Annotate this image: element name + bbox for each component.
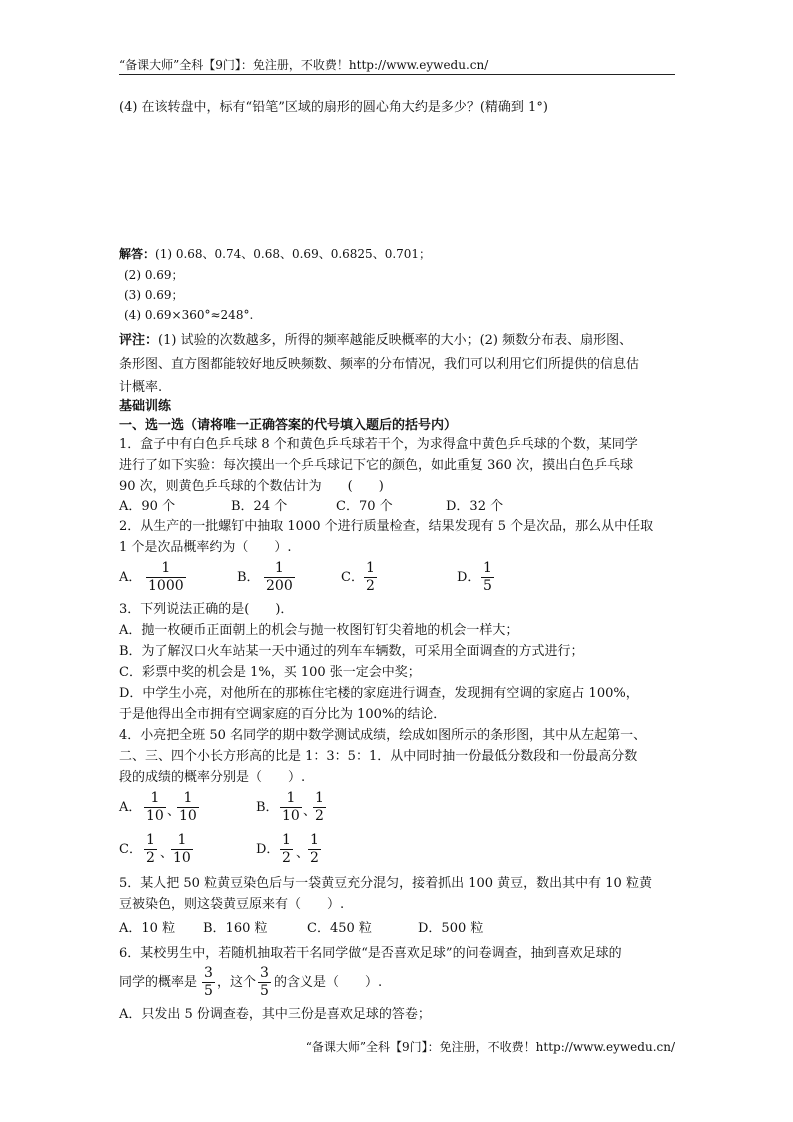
fraction-denominator: 200: [266, 578, 293, 594]
q4-option-d-label: D．: [256, 842, 280, 857]
q4-option-b-label: B．: [256, 800, 279, 815]
q1-line-3: 90 次，则黄色乒乓球的个数估计为 ( ): [119, 479, 384, 494]
q3-option-a: A．抛一枚硬币正面朝上的机会与抛一枚图钉钉尖着地的机会一样大；: [119, 623, 519, 638]
q4-option-a-fraction-1: [144, 790, 166, 825]
q4-option-a-separator: 、: [167, 804, 181, 819]
fraction-numerator: 1: [183, 790, 193, 806]
fraction-numerator: 1: [366, 560, 375, 576]
q6-fraction-2: [258, 965, 271, 1000]
fraction-numerator: 1: [150, 790, 160, 806]
q6-line-2-post: 的含义是（ ）.: [274, 975, 383, 990]
q5-option-c: C．450 粒: [307, 921, 372, 936]
answer-line-3: (3) 0.69；: [124, 288, 184, 302]
fraction-denominator: 5: [204, 983, 213, 999]
q2-option-d-label: D．: [457, 570, 481, 585]
page-header: “备课大师”全科【9门】：免注册，不收费！http://www.eywedu.cn/: [119, 58, 489, 72]
fraction-denominator: 5: [260, 983, 269, 999]
header-rule: [119, 74, 675, 75]
q1-option-d: D．32 个: [446, 499, 504, 514]
q4-option-c-label: C．: [119, 842, 142, 857]
q3-option-b: B．为了解汉口火车站某一天中通过的列车车辆数，可采用全面调查的方式进行；: [119, 644, 584, 659]
comment-line-1-text: (1) 试验的次数越多，所得的频率越能反映概率的大小；(2) 频数分布表、扇形图、: [158, 333, 633, 348]
fraction-numerator: 1: [161, 560, 171, 576]
q4-line-2: 二、三、四个小长方形高的比是 1：3：5：1．从中同时抽一份最低分数段和一份最高分数: [119, 749, 638, 764]
q2-option-a-fraction: [146, 560, 186, 595]
q4-option-a-fraction-2: [177, 790, 199, 825]
q5-line-1: 5．某人把 50 粒黄豆染色后与一袋黄豆充分混匀，接着抓出 100 黄豆，数出其中有 10 粒黄: [119, 876, 652, 891]
section-subtitle: 一、选一选（请将唯一正确答案的代号填入题后的括号内）: [119, 418, 458, 433]
q5-option-d: D．500 粒: [418, 921, 484, 936]
q4-line-3: 段的成绩的概率分别是（ ）.: [119, 770, 306, 785]
fraction-denominator: 5: [483, 578, 492, 594]
q2-option-d-fraction: [481, 560, 494, 595]
q4-option-b-fraction-2: [313, 790, 326, 825]
q3-option-d-line-1: D．中学生小亮，对他所在的那栋住宅楼的家庭进行调查，发现拥有空调的家庭占 100%，: [119, 686, 639, 701]
fraction-numerator: 1: [177, 832, 187, 848]
fraction-numerator: 1: [483, 560, 492, 576]
q1-option-b: B．24 个: [231, 499, 288, 514]
answer-line-4: (4) 0.69×360°≈248°.: [124, 308, 254, 322]
q6-option-a: A．只发出 5 份调查卷，其中三份是喜欢足球的答卷；: [119, 1007, 431, 1022]
answer-line-1: [119, 246, 431, 262]
fraction-denominator: 10: [146, 808, 164, 824]
q3-option-d-line-2: 于是他得出全市拥有空调家庭的百分比为 100%的结论．: [119, 707, 447, 722]
q4-option-c-separator: 、: [160, 846, 174, 861]
q2-option-c-label: C．: [341, 570, 364, 585]
fraction-numerator: 1: [315, 790, 324, 806]
fraction-numerator: 1: [286, 790, 296, 806]
q1-line-2: 进行了如下实验：每次摸出一个乒乓球记下它的颜色，如此重复 360 次，摸出白色乒乓球: [119, 458, 634, 473]
q2-option-a-label: A．: [119, 570, 142, 585]
answer-label: 解答：: [119, 247, 156, 261]
fraction-denominator: 10: [282, 808, 300, 824]
fraction-denominator: 2: [146, 850, 155, 866]
answer-line-1-text: (1) 0.68、0.74、0.68、0.69、0.6825、0.701；: [155, 247, 432, 261]
question-4-text: (4) 在该转盘中，标有“铅笔”区域的扇形的圆心角大约是多少？(精确到 1°): [119, 100, 548, 115]
q5-option-b: B．160 粒: [203, 921, 268, 936]
q4-option-d-fraction-1: [280, 832, 293, 867]
fraction-numerator: 3: [260, 965, 269, 981]
q2-option-b-fraction: [264, 560, 295, 595]
q1-option-c: C．70 个: [336, 499, 393, 514]
q6-line-1: 6．某校男生中，若随机抽取若干名同学做“是否喜欢足球”的问卷调查，抽到喜欢足球的: [119, 946, 622, 961]
q3-option-c: C．彩票中奖的机会是 1%，买 100 张一定会中奖；: [119, 665, 421, 680]
q1-option-a: A．90 个: [119, 499, 176, 514]
q2-option-b-label: B．: [237, 570, 260, 585]
q4-option-b-separator: 、: [303, 804, 317, 819]
fraction-denominator: 2: [315, 808, 324, 824]
comment-label: 评注：: [119, 333, 159, 348]
fraction-denominator: 2: [310, 850, 319, 866]
q4-option-d-separator: 、: [296, 846, 310, 861]
fraction-numerator: 3: [204, 965, 213, 981]
q4-option-c-fraction-2: [171, 832, 193, 867]
q2-option-c-fraction: [364, 560, 377, 595]
q6-fraction-1: [202, 965, 215, 1000]
q4-option-a-label: A．: [119, 800, 142, 815]
answer-line-2: (2) 0.69；: [124, 268, 184, 282]
fraction-numerator: 1: [310, 832, 319, 848]
fraction-denominator: 2: [282, 850, 291, 866]
comment-line-1: [119, 333, 632, 349]
q4-option-b-fraction-1: [280, 790, 302, 825]
q1-line-1: 1．盒子中有白色乒乓球 8 个和黄色乒乓球若干个，为求得盒中黄色乒乓球的个数，某同学: [119, 437, 638, 452]
fraction-denominator: 1000: [148, 578, 184, 594]
q4-option-d-fraction-2: [308, 832, 321, 867]
fraction-numerator: 1: [274, 560, 284, 576]
q6-line-2-mid: ，这个: [217, 975, 257, 990]
comment-line-3: 计概率.: [119, 380, 163, 395]
q2-line-2: 1 个是次品概率约为（ ）.: [119, 540, 292, 555]
q5-option-a: A．10 粒: [119, 921, 176, 936]
fraction-numerator: 1: [282, 832, 291, 848]
q4-option-c-fraction-1: [144, 832, 157, 867]
fraction-numerator: 1: [146, 832, 155, 848]
fraction-denominator: 10: [179, 808, 197, 824]
comment-line-2: 条形图、直方图都能较好地反映频数、频率的分布情况，我们可以利用它们所提供的信息估: [119, 357, 640, 372]
fraction-denominator: 10: [173, 850, 191, 866]
q4-line-1: 4．小亮把全班 50 名同学的期中数学测试成绩，绘成如图所示的条形图，其中从左起第一、: [119, 728, 647, 743]
section-title: 基础训练: [119, 399, 172, 414]
q3-stem: 3．下列说法正确的是( )．: [119, 602, 294, 617]
fraction-denominator: 2: [366, 578, 375, 594]
page-footer: “备课大师”全科【9门】：免注册，不收费！http://www.eywedu.cn/: [305, 1040, 675, 1054]
q6-line-2-pre: 同学的概率是: [119, 975, 198, 990]
q5-line-2: 豆被染色，则这袋黄豆原来有（ ）.: [119, 897, 345, 912]
q2-line-1: 2．从生产的一批螺钉中抽取 1000 个进行质量检查，结果发现有 5 个是次品，那么从中任取: [119, 519, 654, 534]
